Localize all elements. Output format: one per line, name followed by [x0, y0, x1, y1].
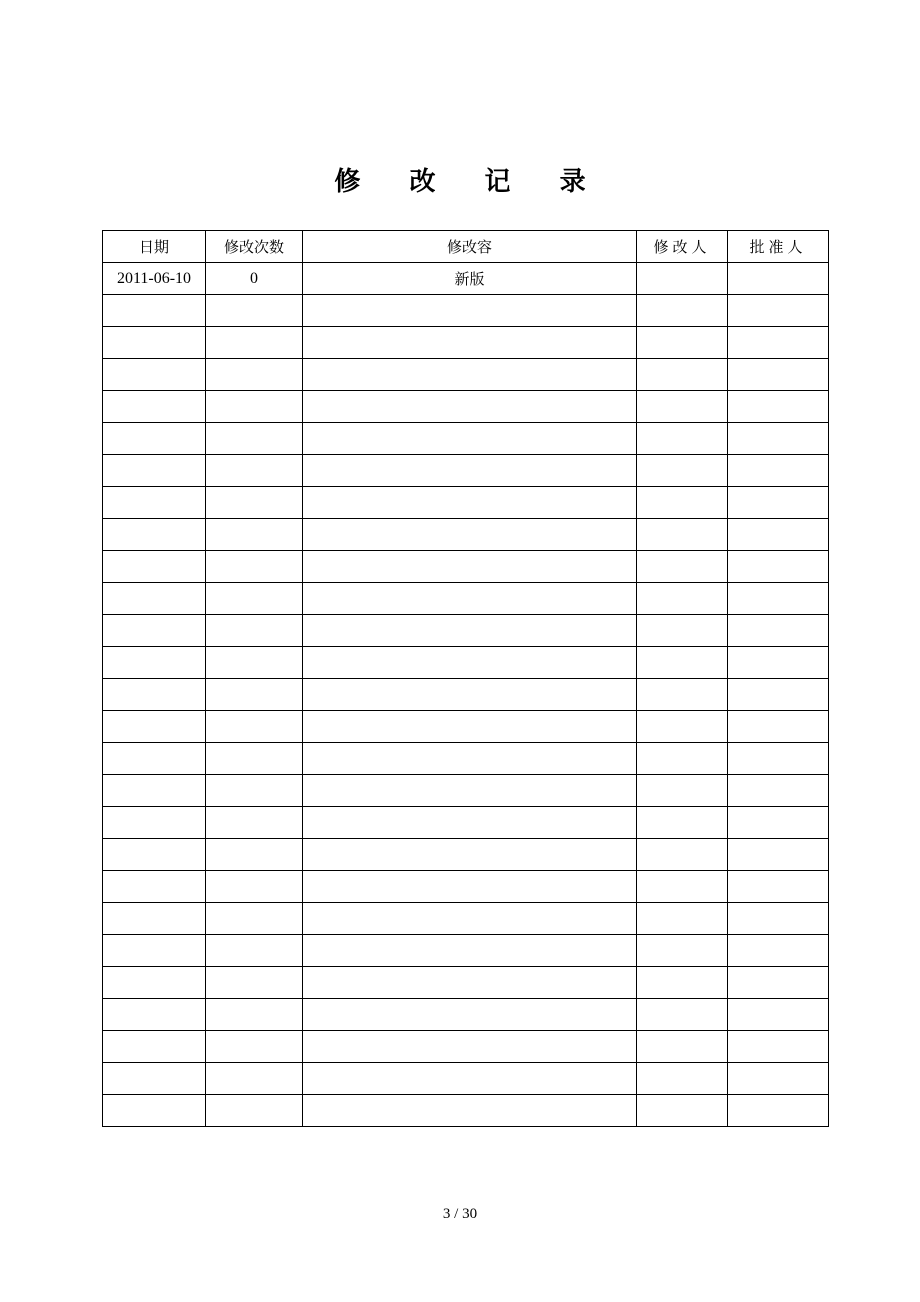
revision-record-table — [102, 230, 829, 1127]
cell-revision-content — [303, 935, 637, 967]
cell-reviser — [637, 935, 728, 967]
table-row — [103, 1095, 829, 1127]
table-row — [103, 615, 829, 647]
table-row — [103, 647, 829, 679]
cell-revision-count — [206, 551, 303, 583]
table-header-row — [103, 231, 829, 263]
cell-revision-count — [206, 679, 303, 711]
cell-revision-count — [206, 327, 303, 359]
cell-date — [103, 807, 206, 839]
cell-date — [103, 551, 206, 583]
cell-revision-count — [206, 455, 303, 487]
cell-approver — [728, 1095, 829, 1127]
cell-reviser — [637, 1063, 728, 1095]
cell-revision-count — [206, 647, 303, 679]
cell-date — [103, 519, 206, 551]
cell-revision-content — [303, 903, 637, 935]
cell-revision-content — [303, 391, 637, 423]
cell-revision-count — [206, 359, 303, 391]
cell-revision-content — [303, 487, 637, 519]
cell-approver — [728, 999, 829, 1031]
cell-reviser — [637, 391, 728, 423]
table-row — [103, 327, 829, 359]
cell-approver — [728, 743, 829, 775]
table-row — [103, 711, 829, 743]
cell-date — [103, 295, 206, 327]
cell-revision-content — [303, 327, 637, 359]
cell-approver — [728, 551, 829, 583]
cell-reviser — [637, 871, 728, 903]
cell-date — [103, 775, 206, 807]
cell-revision-content — [303, 519, 637, 551]
cell-reviser — [637, 263, 728, 295]
cell-approver — [728, 263, 829, 295]
cell-revision-content — [303, 711, 637, 743]
table-row — [103, 359, 829, 391]
table-row — [103, 551, 829, 583]
cell-date — [103, 487, 206, 519]
cell-revision-count — [206, 871, 303, 903]
cell-date — [103, 583, 206, 615]
cell-reviser — [637, 903, 728, 935]
header-approver: 批准人 — [728, 231, 829, 263]
cell-date — [103, 871, 206, 903]
cell-revision-count — [206, 903, 303, 935]
cell-revision-count — [206, 583, 303, 615]
cell-reviser — [637, 743, 728, 775]
cell-date — [103, 359, 206, 391]
cell-approver — [728, 455, 829, 487]
cell-date: 2011-06-10 — [103, 263, 206, 295]
cell-reviser — [637, 327, 728, 359]
cell-revision-content — [303, 743, 637, 775]
cell-reviser — [637, 839, 728, 871]
cell-revision-content — [303, 423, 637, 455]
cell-revision-content — [303, 871, 637, 903]
table-row — [103, 423, 829, 455]
cell-revision-count — [206, 1031, 303, 1063]
table-row — [103, 903, 829, 935]
cell-reviser — [637, 551, 728, 583]
cell-revision-count — [206, 1063, 303, 1095]
cell-revision-content — [303, 615, 637, 647]
cell-date — [103, 935, 206, 967]
cell-approver — [728, 423, 829, 455]
cell-revision-count: 0 — [206, 263, 303, 295]
page-title: 修 改 记 录 — [334, 167, 606, 197]
cell-revision-count — [206, 1095, 303, 1127]
cell-reviser — [637, 359, 728, 391]
cell-revision-content — [303, 839, 637, 871]
table-row — [103, 807, 829, 839]
header-revision-count: 修改次数 — [206, 231, 303, 263]
cell-revision-count — [206, 743, 303, 775]
cell-reviser — [637, 967, 728, 999]
cell-revision-count — [206, 487, 303, 519]
cell-approver — [728, 935, 829, 967]
cell-approver — [728, 871, 829, 903]
cell-approver — [728, 967, 829, 999]
cell-date — [103, 903, 206, 935]
cell-reviser — [637, 647, 728, 679]
cell-revision-content — [303, 647, 637, 679]
cell-revision-content — [303, 1031, 637, 1063]
cell-revision-content — [303, 679, 637, 711]
cell-reviser — [637, 1095, 728, 1127]
table-row — [103, 967, 829, 999]
cell-revision-count — [206, 711, 303, 743]
cell-approver — [728, 839, 829, 871]
cell-date — [103, 455, 206, 487]
header-revision-content: 修改容 — [303, 231, 637, 263]
cell-date — [103, 839, 206, 871]
cell-revision-content — [303, 359, 637, 391]
cell-approver — [728, 903, 829, 935]
table-row — [103, 935, 829, 967]
cell-approver — [728, 711, 829, 743]
cell-reviser — [637, 519, 728, 551]
cell-reviser — [637, 455, 728, 487]
cell-date — [103, 615, 206, 647]
table-row — [103, 679, 829, 711]
cell-date — [103, 391, 206, 423]
cell-revision-content — [303, 295, 637, 327]
table-row — [103, 295, 829, 327]
cell-reviser — [637, 807, 728, 839]
cell-revision-content — [303, 455, 637, 487]
cell-date — [103, 679, 206, 711]
cell-reviser — [637, 775, 728, 807]
cell-date — [103, 327, 206, 359]
cell-revision-count — [206, 967, 303, 999]
cell-date — [103, 711, 206, 743]
cell-reviser — [637, 1031, 728, 1063]
table-row — [103, 583, 829, 615]
cell-approver — [728, 775, 829, 807]
cell-date — [103, 1031, 206, 1063]
table-row — [103, 839, 829, 871]
table-row — [103, 455, 829, 487]
cell-revision-count — [206, 839, 303, 871]
cell-reviser — [637, 999, 728, 1031]
cell-date — [103, 1063, 206, 1095]
cell-reviser — [637, 711, 728, 743]
header-reviser: 修改人 — [637, 231, 728, 263]
table-row — [103, 487, 829, 519]
cell-revision-count — [206, 935, 303, 967]
cell-revision-count — [206, 295, 303, 327]
cell-approver — [728, 647, 829, 679]
cell-revision-count — [206, 807, 303, 839]
cell-date — [103, 999, 206, 1031]
cell-approver — [728, 679, 829, 711]
cell-revision-content — [303, 775, 637, 807]
cell-revision-content — [303, 1095, 637, 1127]
cell-reviser — [637, 423, 728, 455]
cell-reviser — [637, 295, 728, 327]
page-number: 3 / 30 — [442, 1206, 478, 1222]
cell-approver — [728, 1031, 829, 1063]
header-date: 日期 — [103, 231, 206, 263]
cell-reviser — [637, 487, 728, 519]
cell-revision-count — [206, 999, 303, 1031]
cell-revision-count — [206, 615, 303, 647]
table-row — [103, 519, 829, 551]
cell-revision-count — [206, 391, 303, 423]
table-row — [103, 775, 829, 807]
cell-approver — [728, 583, 829, 615]
cell-approver — [728, 487, 829, 519]
cell-revision-content — [303, 967, 637, 999]
table-row — [103, 743, 829, 775]
cell-approver — [728, 807, 829, 839]
cell-approver — [728, 615, 829, 647]
table-row — [103, 1031, 829, 1063]
cell-date — [103, 1095, 206, 1127]
cell-reviser — [637, 615, 728, 647]
cell-revision-count — [206, 775, 303, 807]
table-row — [103, 871, 829, 903]
cell-reviser — [637, 679, 728, 711]
table-row — [103, 1063, 829, 1095]
table-row — [103, 999, 829, 1031]
cell-approver — [728, 519, 829, 551]
cell-reviser — [637, 583, 728, 615]
cell-revision-content — [303, 807, 637, 839]
cell-revision-content: 新版 — [303, 263, 637, 295]
cell-date — [103, 743, 206, 775]
cell-revision-count — [206, 423, 303, 455]
cell-revision-count — [206, 519, 303, 551]
cell-date — [103, 967, 206, 999]
cell-revision-content — [303, 551, 637, 583]
cell-revision-content — [303, 583, 637, 615]
table-row — [103, 263, 829, 295]
cell-revision-content — [303, 999, 637, 1031]
cell-date — [103, 647, 206, 679]
cell-approver — [728, 295, 829, 327]
cell-approver — [728, 391, 829, 423]
table-row — [103, 391, 829, 423]
cell-approver — [728, 1063, 829, 1095]
cell-approver — [728, 327, 829, 359]
cell-revision-content — [303, 1063, 637, 1095]
cell-approver — [728, 359, 829, 391]
cell-date — [103, 423, 206, 455]
